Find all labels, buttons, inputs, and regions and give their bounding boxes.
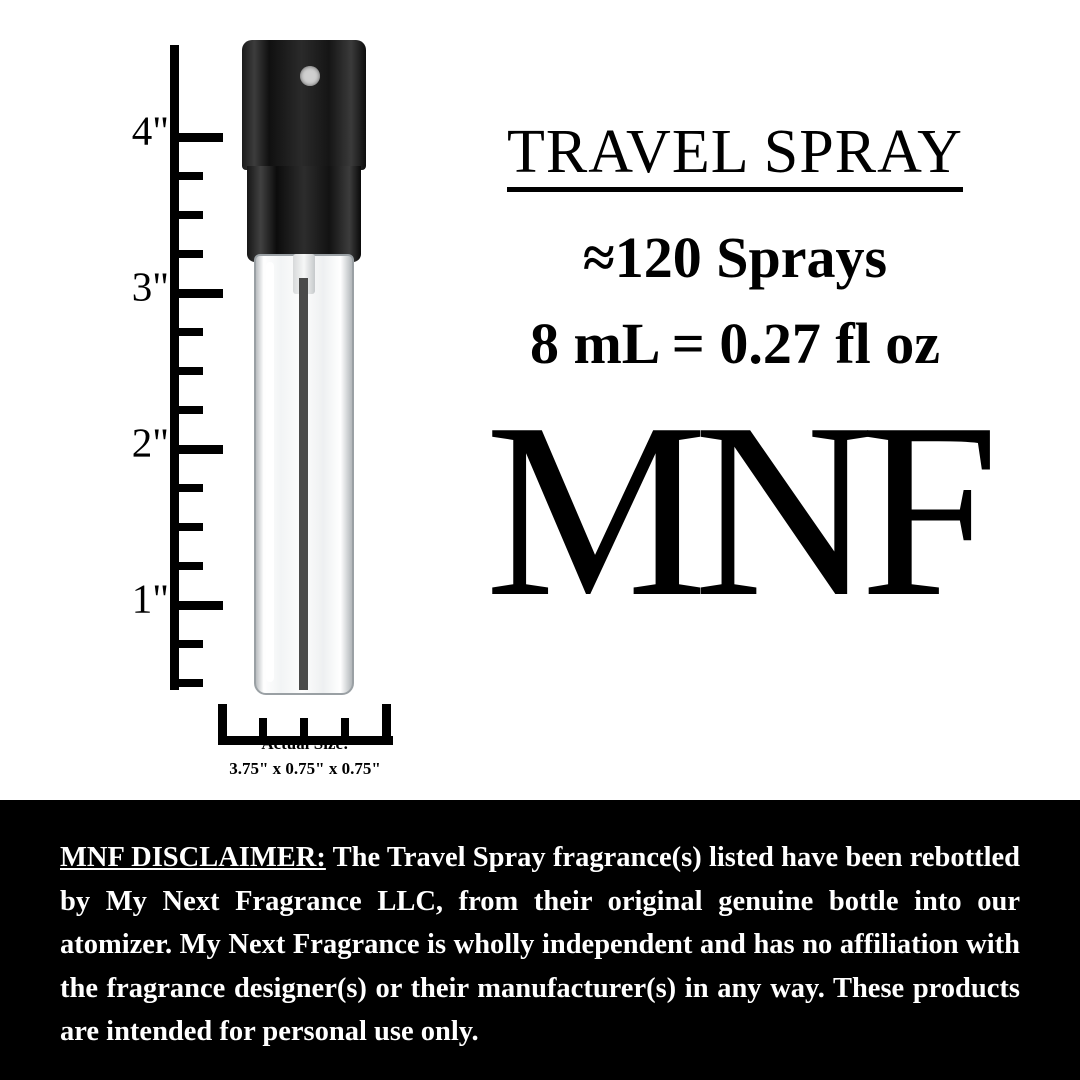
- travel-spray-bottle: [238, 40, 368, 695]
- actual-size-dimensions: 3.75" x 0.75" x 0.75": [229, 758, 381, 778]
- bottle-cap: [242, 40, 366, 170]
- ruler-tick-minor: [179, 211, 203, 219]
- ruler-label-1in: 1": [131, 575, 169, 622]
- ruler-label-2in: 2": [131, 419, 169, 466]
- disclaimer-text: The Travel Spray fragrance(s) listed have been rebottled by My Next Fragrance LLC, from their original genuine bottle into our atomizer. My Next Fragrance is wholly independent and has no affiliation with the fragrance designer(s) or their manufacturer(s) in any way. These products are intended for personal use only.: [60, 842, 1021, 1048]
- disclaimer-band: [0, 800, 1080, 1080]
- ruler-tick-major: [131, 419, 223, 466]
- bottle-dip-tube: [299, 278, 308, 690]
- ruler-tick-minor: [179, 172, 203, 180]
- mnf-logo: MNF: [485, 371, 985, 649]
- actual-size-label: Actual Size:: [261, 734, 349, 753]
- ruler-tick-major: [131, 575, 223, 622]
- volume-text: 8 mL = 0.27 fl oz: [529, 310, 941, 376]
- disclaimer-label: MNF DISCLAIMER:: [60, 842, 326, 873]
- ruler-tick-minor: [179, 679, 203, 687]
- ruler-tick-minor: [179, 250, 203, 258]
- ruler-tick-minor: [179, 406, 203, 414]
- actual-size-caption: [180, 732, 430, 781]
- product-info-block: [430, 118, 1040, 649]
- ruler-tick-minor: [179, 562, 203, 570]
- ruler-label-3in: 3": [131, 263, 169, 310]
- product-title: TRAVEL SPRAY: [507, 120, 963, 192]
- spray-nozzle-hole: [300, 66, 320, 86]
- spray-count: ≈120 Sprays: [582, 225, 888, 291]
- ruler-tick-major: [131, 107, 223, 154]
- ruler-tick-minor: [179, 484, 203, 492]
- disclaimer-paragraph: [60, 836, 1020, 1054]
- bottle-collar: [247, 166, 361, 262]
- vertical-ruler: [131, 45, 220, 690]
- ruler-spine-vertical: [170, 45, 179, 690]
- bottle-glass-highlight: [266, 262, 274, 682]
- ruler-tick-minor: [179, 328, 203, 336]
- ruler-tick-major: [131, 263, 223, 310]
- ruler-tick-minor: [179, 367, 203, 375]
- ruler-tick-minor: [179, 523, 203, 531]
- ruler-tick-minor: [179, 640, 203, 648]
- ruler-label-4in: 4": [131, 107, 169, 154]
